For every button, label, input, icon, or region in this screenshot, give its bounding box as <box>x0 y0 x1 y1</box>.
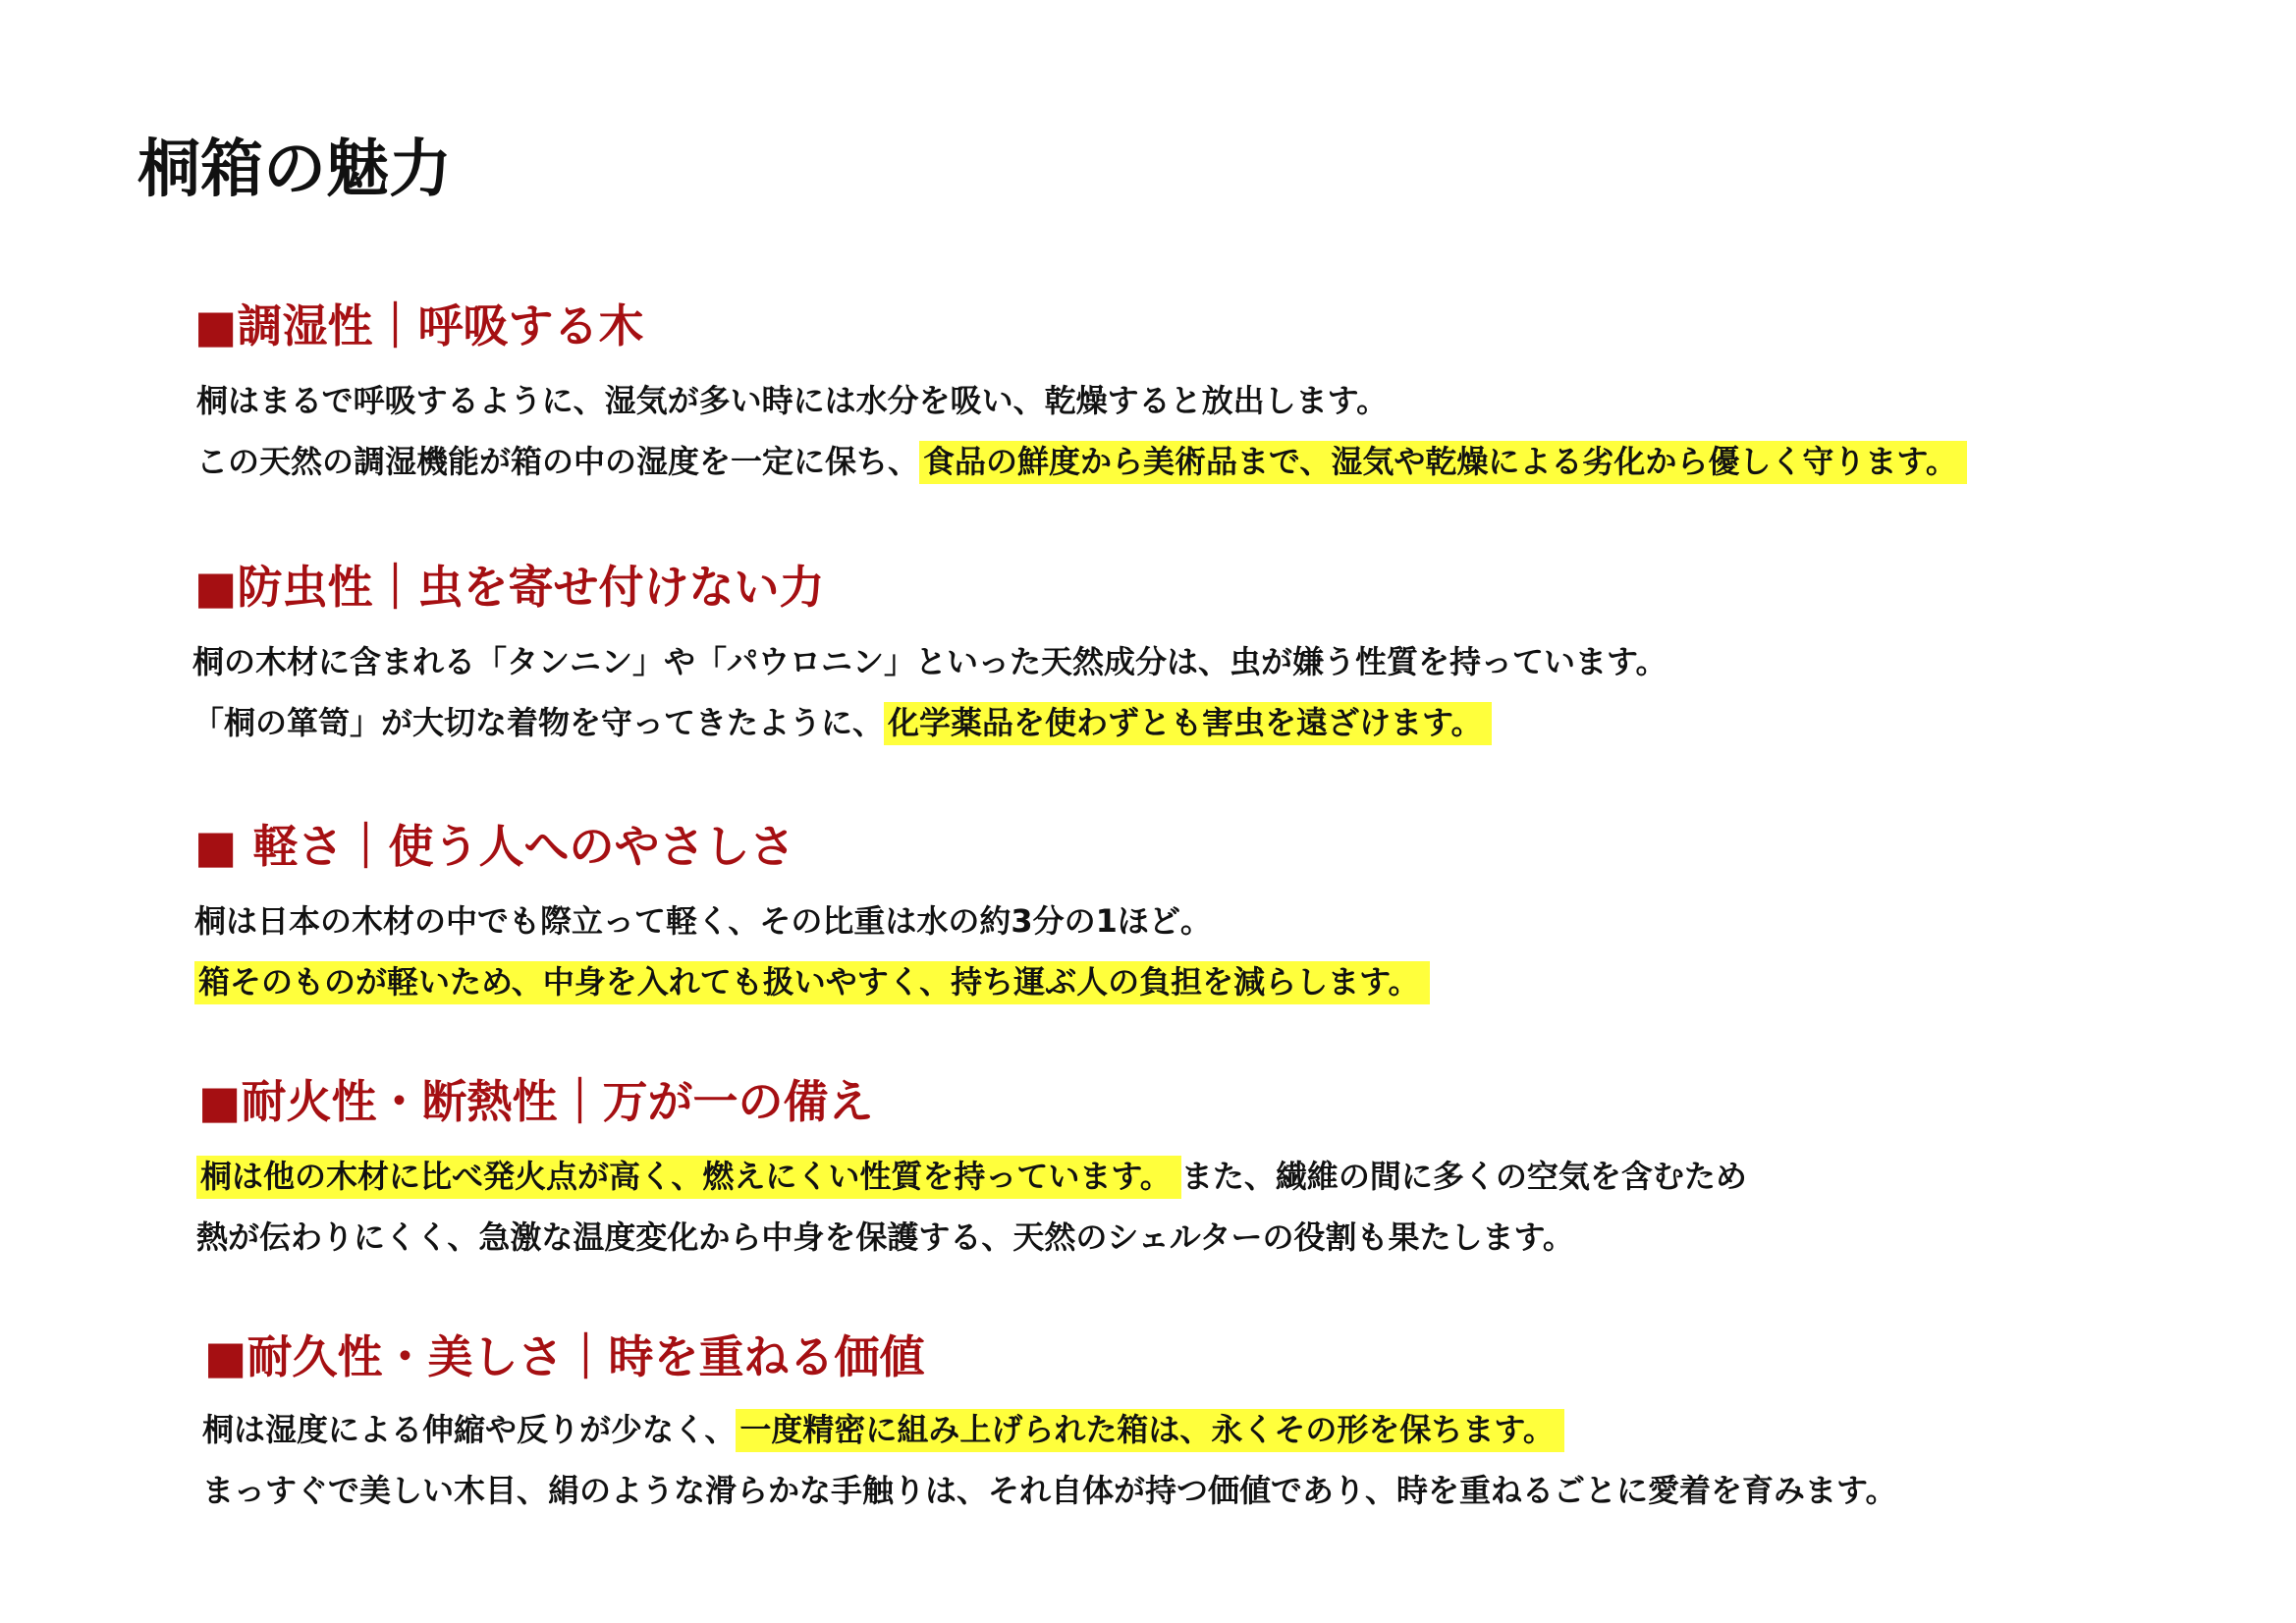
highlighted-text: 桐は他の木材に比べ発火点が高く、燃えにくい性質を持っています。 <box>196 1156 1181 1199</box>
highlighted-text: 化学薬品を使わずとも害虫を遠ざけます。 <box>884 702 1492 745</box>
highlighted-text: 箱そのものが軽いため、中身を入れても扱いやすく、持ち運ぶ人の負担を減らします。 <box>194 961 1430 1004</box>
plain-text: 桐は日本の木材の中でも際立って軽く、その比重は水の約3分の1ほど。 <box>194 902 1212 940</box>
section-heading: ■防虫性｜虫を寄せ付けない力 <box>194 561 825 614</box>
highlighted-text: 一度精密に組み上げられた箱は、永くその形を保ちます。 <box>736 1409 1563 1452</box>
body-line <box>202 1406 1564 1453</box>
body-line <box>192 638 1667 685</box>
section-heading: ■調湿性｜呼吸する木 <box>194 299 644 352</box>
plain-text: この天然の調湿機能が箱の中の湿度を一定に保ち、 <box>196 443 920 480</box>
body-line <box>196 1214 1574 1261</box>
body-line <box>194 958 1430 1005</box>
body-line <box>196 438 1967 485</box>
section-heading: ■耐久性・美しさ｜時を重ねる価値 <box>204 1330 925 1383</box>
plain-text: また、繊維の間に多くの空気を含むため <box>1180 1158 1747 1195</box>
body-line <box>196 1153 1747 1200</box>
plain-text: まっすぐで美しい木目、絹のような滑らかな手触りは、それ自体が持つ価値であり、時を重ねるごとに愛着を育みます。 <box>202 1472 1897 1509</box>
section-heading: ■ 軽さ｜使う人へのやさしさ <box>194 820 795 873</box>
plain-text: 熱が伝わりにくく、急激な温度変化から中身を保護する、天然のシェルターの役割も果たします。 <box>196 1218 1574 1256</box>
section-heading: ■耐火性・断熱性｜万が一の備え <box>198 1075 874 1128</box>
plain-text: 桐は湿度による伸縮や反りが少なく、 <box>202 1411 737 1448</box>
body-line <box>196 377 1388 424</box>
plain-text: 「桐の箪笥」が大切な着物を守ってきたように、 <box>192 704 885 741</box>
plain-text: 桐の木材に含まれる「タンニン」や「パウロニン」といった天然成分は、虫が嫌う性質を持っています。 <box>192 643 1667 680</box>
page-title: 桐箱の魅力 <box>137 134 452 206</box>
highlighted-text: 食品の鮮度から美術品まで、湿気や乾燥による劣化から優しく守ります。 <box>919 441 1967 484</box>
body-line <box>194 897 1212 945</box>
body-line <box>202 1467 1896 1514</box>
plain-text: 桐はまるで呼吸するように、湿気が多い時には水分を吸い、乾燥すると放出します。 <box>196 382 1389 419</box>
body-line <box>192 699 1492 746</box>
